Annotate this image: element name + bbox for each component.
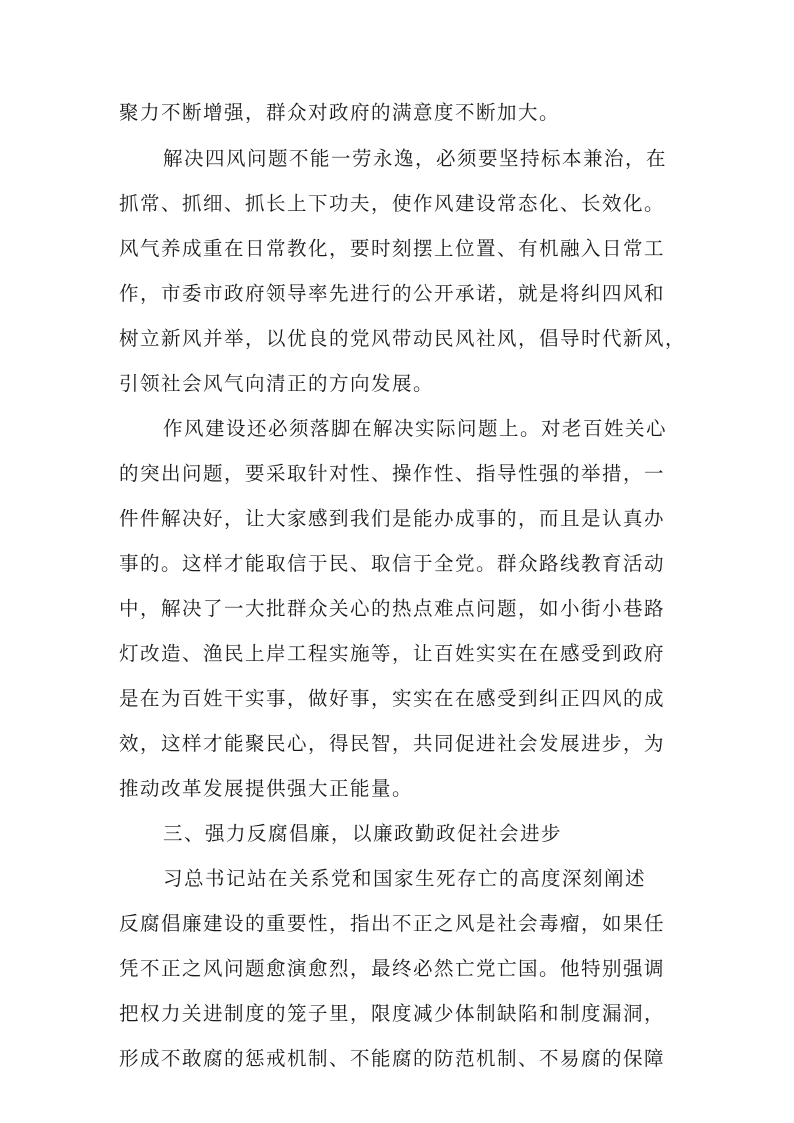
text-line: 解决四风问题不能一劳永逸，必须要坚持标本兼治，在 (163, 147, 668, 170)
text-line: 事的。这样才能取信于民、取信于全党。群众路线教育活动 (119, 552, 666, 575)
text-line: 件件解决好，让大家感到我们是能办成事的，而且是认真办 (119, 507, 666, 530)
text-line: 推动改革发展提供强大正能量。 (119, 777, 414, 800)
section-heading: 三、强力反腐倡廉，以廉政勤政促社会进步 (163, 822, 563, 845)
text-line: 反腐倡廉建设的重要性，指出不正之风是社会毒瘤，如果任 (119, 912, 666, 935)
text-line: 作风建设还必须落脚在解决实际问题上。对老百姓关心 (163, 417, 668, 440)
text-line: 效，这样才能聚民心，得民智，共同促进社会发展进步，为 (119, 732, 666, 755)
text-line: 抓常、抓细、抓长上下功夫，使作风建设常态化、长效化。 (119, 192, 666, 215)
text-line: 凭不正之风问题愈演愈烈，最终必然亡党亡国。他特别强调 (119, 957, 666, 980)
text-line: 聚力不断增强，群众对政府的满意度不断加大。 (119, 101, 561, 124)
text-line: 把权力关进制度的笼子里，限度减少体制缺陷和制度漏洞， (119, 1002, 666, 1025)
text-line: 习总书记站在关系党和国家生死存亡的高度深刻阐述 (163, 867, 647, 890)
text-line: 形成不敢腐的惩戒机制、不能腐的防范机制、不易腐的保障 (119, 1047, 666, 1070)
text-line: 引领社会风气向清正的方向发展。 (119, 372, 435, 395)
text-line: 作，市委市政府领导率先进行的公开承诺，就是将纠四风和 (119, 282, 666, 305)
text-line: 是在为百姓干实事，做好事，实实在在感受到纠正四风的成 (119, 687, 666, 710)
text-line: 的突出问题，要采取针对性、操作性、指导性强的举措，一 (119, 462, 666, 485)
text-line: 树立新风并举，以优良的党风带动民风社风，倡导时代新风， (119, 327, 687, 350)
text-line: 风气养成重在日常教化，要时刻摆上位置、有机融入日常工 (119, 237, 666, 260)
text-line: 灯改造、渔民上岸工程实施等，让百姓实实在在感受到政府 (119, 642, 666, 665)
text-line: 中，解决了一大批群众关心的热点难点问题，如小街小巷路 (119, 597, 666, 620)
